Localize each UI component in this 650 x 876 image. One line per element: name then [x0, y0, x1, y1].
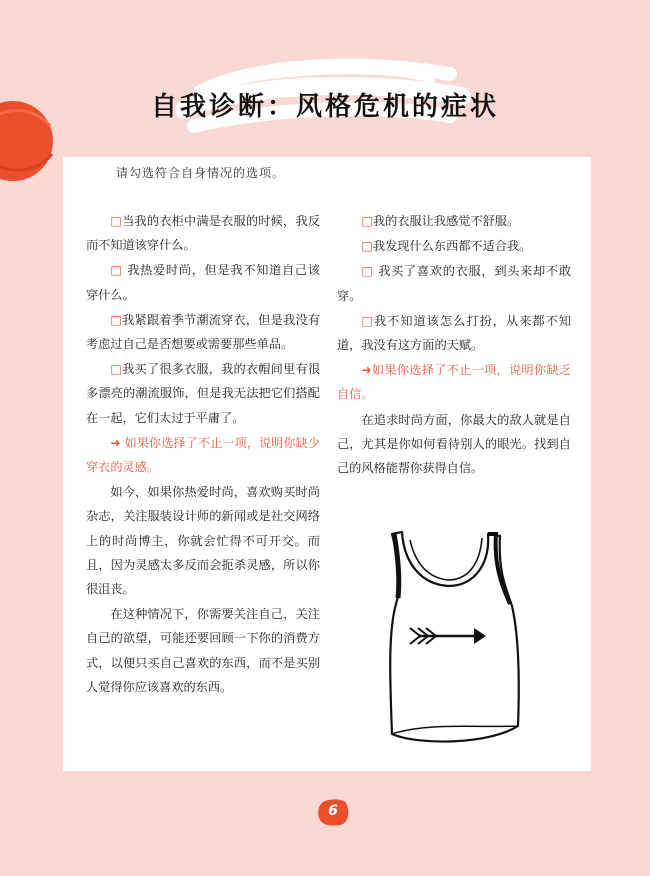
body-paragraph: 在这种情况下，你需要关注自己，关注自己的欲望，可能还要回顾一下你的消费方式，以便只买自己喜欢的东西，而不是买别人觉得你应该喜欢的东西。 [86, 607, 320, 694]
checklist-item[interactable] [86, 209, 320, 257]
conclusion-text [337, 358, 571, 406]
conclusion-text [86, 431, 320, 479]
checkbox-icon[interactable]: □ [110, 214, 123, 228]
arrow-icon: ➜ [361, 363, 372, 378]
checklist-item[interactable] [337, 309, 571, 357]
checkbox-icon[interactable]: □ [361, 264, 374, 279]
tank-top-with-arrow-icon [380, 522, 530, 752]
page-title: 自我诊断：风格危机的症状 [150, 92, 499, 122]
orange-circle-decoration [0, 98, 56, 184]
checklist-item-label: 我发现什么东西都不适合我。 [372, 239, 532, 254]
conclusion-label: 如果你选择了不止一项，说明你缺乏自信。 [337, 363, 571, 402]
body-paragraph: 在追求时尚方面，你最大的敌人就是自己，尤其是你如何看待别人的眼光。找到自己的风格能帮你获得自信。 [337, 412, 571, 476]
checkbox-icon[interactable]: □ [361, 214, 373, 228]
checklist-item-label: 我不知道该怎么打扮，从来都不知道，我没有这方面的天赋。 [337, 313, 572, 353]
checklist-item[interactable] [86, 258, 320, 306]
checklist-item[interactable] [337, 259, 571, 307]
checklist-item-label: 我热爱时尚，但是我不知道自己该穿什么。 [86, 263, 321, 302]
checkbox-icon[interactable]: □ [361, 313, 374, 328]
page-number-badge [317, 798, 349, 826]
checkbox-icon[interactable]: □ [110, 362, 123, 377]
checkbox-icon[interactable]: □ [361, 239, 373, 254]
checklist-item[interactable] [86, 308, 320, 356]
checkbox-icon[interactable]: □ [110, 263, 123, 278]
checkbox-icon[interactable]: □ [110, 312, 123, 327]
checklist-item-label: 我紧跟着季节潮流穿衣，但是我没有考虑过自己是否想要或需要那些单品。 [86, 312, 321, 352]
checklist-item[interactable] [86, 357, 320, 430]
checklist-item-label: 我的衣服让我感觉不舒服。 [372, 214, 520, 228]
arrow-icon: ➜ [110, 435, 121, 450]
checklist-item-label: 我买了很多衣服，我的衣帽间里有很多漂亮的潮流服饰，但是我无法把它们搭配在一起，它们太过于平庸了。 [86, 362, 321, 425]
page-number: 6 [328, 803, 338, 819]
body-paragraph: 如今，如果你热爱时尚，喜欢购买时尚杂志，关注服装设计师的新闻或是社交网络上的时尚博主，你就会忙得不可开交。而且，因为灵感太多反而会扼杀灵感，所以你很沮丧。 [86, 485, 320, 597]
intro-text: 请勾选符合自身情况的选项。 [116, 166, 286, 180]
left-column [86, 209, 320, 700]
right-column [337, 209, 571, 481]
checklist-item-label: 我买了喜欢的衣服，到头来却不敢穿。 [337, 264, 572, 303]
checklist-item[interactable] [337, 234, 571, 258]
checklist-item-label: 当我的衣柜中满是衣服的时候，我反而不知道该穿什么。 [86, 214, 321, 253]
checklist-item[interactable] [337, 209, 571, 233]
conclusion-label: 如果你选择了不止一项，说明你缺少穿衣的灵感。 [86, 435, 321, 475]
